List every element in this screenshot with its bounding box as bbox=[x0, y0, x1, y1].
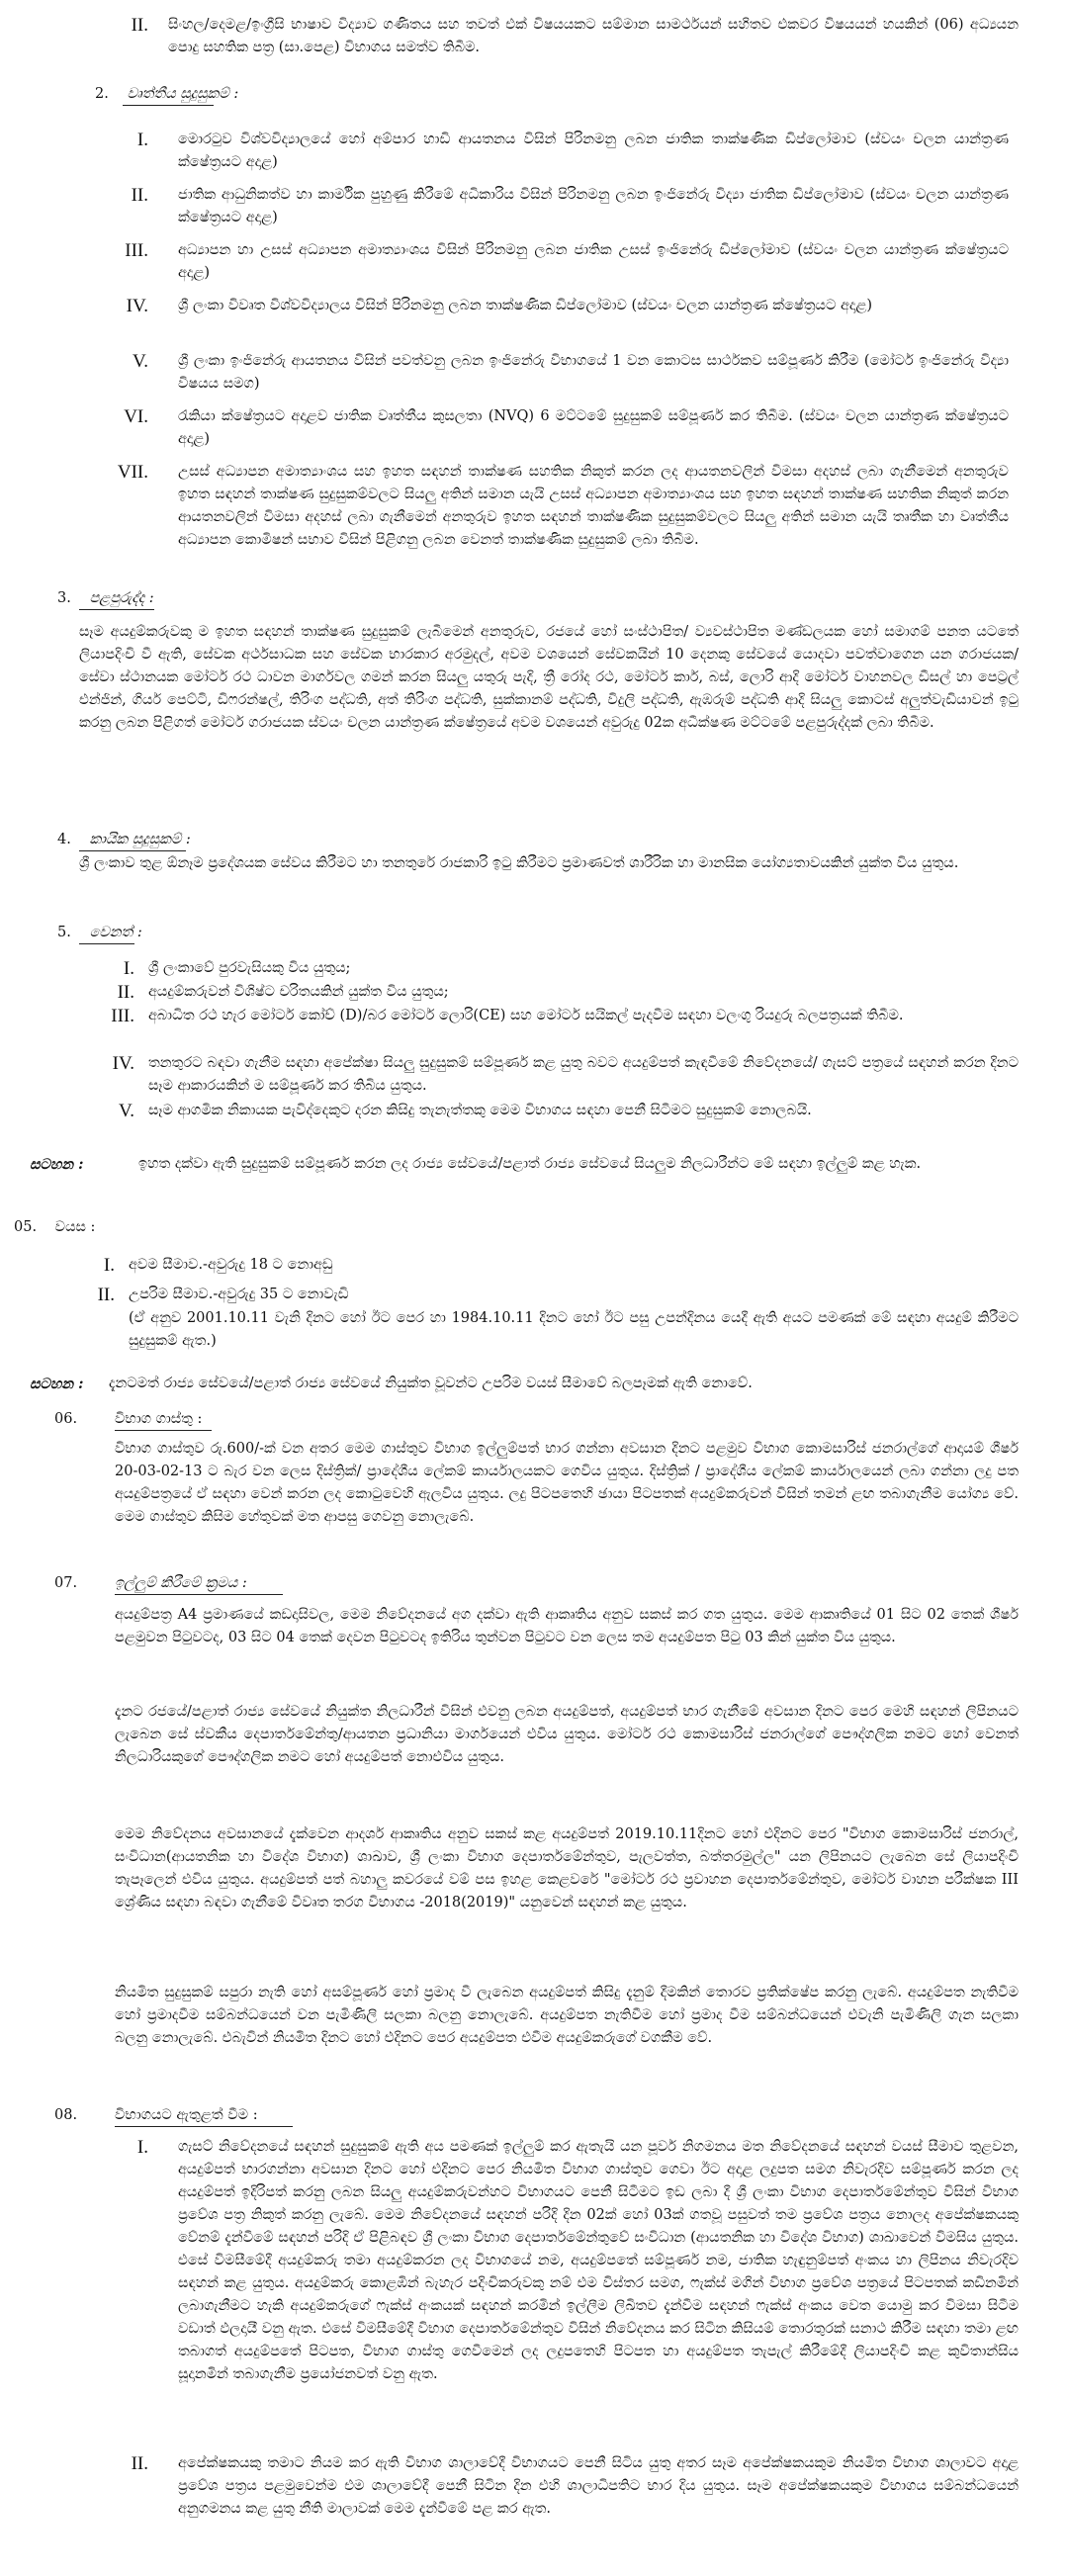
section2-item bbox=[109, 239, 1019, 285]
section5-item bbox=[79, 1052, 1019, 1098]
section-title: වෙනත් : bbox=[89, 925, 142, 940]
item-numeral: I. bbox=[103, 1255, 115, 1276]
section-number: 05. bbox=[14, 1219, 38, 1235]
section-title-underline bbox=[115, 1430, 212, 1431]
section-number: 3. bbox=[57, 590, 71, 606]
item-numeral: I. bbox=[136, 130, 148, 150]
item-numeral: I. bbox=[136, 2137, 148, 2158]
section-number: 06. bbox=[54, 1411, 78, 1427]
item-numeral: II. bbox=[131, 15, 148, 36]
section-2-header bbox=[95, 83, 238, 106]
section08-item bbox=[109, 2452, 1019, 2521]
item-numeral: II. bbox=[131, 185, 148, 206]
item-text: තනතුරට බඳවා ගැනීම සඳහා අපේක්ෂා සියලු සුදුසුකම් සම්පූර්ණ කළ යුතු බවට අයදුම්පත් කැඳවීමේ නිවේදනයේ/ ගැසට් පත්‍රයේ සඳහන් කරන දිනට සෑම ආකාරයකින් ම සම්පූර්ණ කර තිබිය යුතුය. bbox=[148, 1055, 1019, 1094]
item-text: උපරිම සීමාව.-අවුරුදු 35 ට නොවැඩි bbox=[129, 1287, 349, 1302]
section-title: විභාග ගාස්තු : bbox=[115, 1411, 203, 1427]
section-title: ඉල්ලුම් කිරීමේ ක්‍රමය : bbox=[115, 1575, 247, 1591]
section-title-underline bbox=[79, 609, 154, 610]
section5-item bbox=[79, 957, 1019, 980]
section-05-header bbox=[14, 1216, 95, 1239]
section-title-underline bbox=[115, 2126, 293, 2127]
section-title: වෘත්තීය සුදුසුකම් : bbox=[127, 86, 239, 102]
section-3-header bbox=[57, 587, 154, 610]
section05-item bbox=[79, 1284, 1019, 1306]
section2-item bbox=[109, 129, 1019, 174]
section-title: විභාගයට ඇතුළත් වීම : bbox=[115, 2107, 258, 2123]
item-text: සෑම ආගමික නිකායක පැවිද්දෙකුට දරන කිසිදු තැනැත්තකු මෙම විභාගය සඳහා පෙනී සිටීමට සුදුසුකම් නොලබයි. bbox=[148, 1103, 812, 1118]
item-numeral: VII. bbox=[117, 462, 148, 483]
section-title: පළපුරුද්ද : bbox=[89, 590, 154, 606]
section2-item bbox=[109, 295, 1019, 317]
section-title-underline bbox=[79, 850, 186, 851]
item-numeral: V. bbox=[132, 351, 148, 372]
note-label: සටහන : bbox=[30, 1156, 84, 1173]
section06-text: විභාග ගාස්තුව රු.600/-ක් වන අතර මෙම ගාස්තුව විභාග ඉල්ලුම්පත් භාර ගන්නා අවසාන දිනට පළමුව විභාග කොමසාරිස් ජනරාල්ගේ ආදායම් ශීර්ෂ 20-03-02-13 ට බැර වන ලෙස දිස්ත්‍රික්/ ප්‍රාදේශීය ලේකම් කාර්යාලයකට ගෙවිය යුතුය. දිස්ත්‍රික් / ප්‍රාදේශීය ලේකම් කාර්යාලයෙන් ලබා ගන්නා ලදු පත අයදුම්පත්‍රයේ ඒ සඳහා වෙන් කරන ලද කොටුවෙහි ඇලවිය යුතුය. ලදු පිටපතෙහි ඡායා පිටපතක් අයදුම්කරුවන් විසින් තමන් ළඟ තබාගැනීම යෝග්‍ය වේ. මෙම ගාස්තුව කිසිම හේතුවක් මත ආපසු ගෙවනු නොලැබේ. bbox=[115, 1441, 1019, 1525]
item-numeral: IV. bbox=[126, 296, 148, 316]
section08-item bbox=[109, 2136, 1019, 2386]
section3-text: සෑම අයදුම්කරුවකු ම ඉහත සඳහන් තාක්ෂණ සුදුසුකම් ලැබීමෙන් අනතුරුව, රජයේ හෝ සංස්ථාපිත/ ව්‍යවස්ථාපිත මණ්ඩලයක හෝ සමාගම් පනත යටතේ ලියාපදිංචි වී ඇති, සේවක අර්ථසාධක සහ සේවක භාරකාර අරමුදල්, අවම වශයෙන් සේවකයින් 10 දෙනකු සේවයේ යොදවා පවත්වාගෙන යන ගරාජයක/ සේවා ස්ථානයක මෝටර් රථ ධාවන මාර්ගවල ගමන් කරන සියලු යතුරු පැදි, ත්‍රී රෝද රථ, මෝටර් කාර්, බස්, ලොරි ආදි මෝටර් වාහනවල ඩීසල් හා පෙට්‍රල් එන්ජින්, ගියර් පෙට්ටි, ඩිෆරන්ෂල්, තිරිංග පද්ධති, අත් තිරිංග පද්ධති, සුක්කානම් පද්ධති, විදුලි පද්ධති, ඇඹරුම් පද්ධති ආදි සියලු කොටස් අලුත්වැඩියාවන් ඉටු කරනු ලබන පිළිගත් මෝටර් ගරාජයක ස්වයං චලන යාන්ත්‍රණ ක්ෂේත්‍රයේ අවම වශයෙන් අවුරුදු 02ක අධීක්ෂණ මට්ටමේ පළපුරුද්දක් ලබා තිබීම. bbox=[79, 624, 1019, 731]
section2-item bbox=[109, 405, 1019, 451]
item-text: ගැසට් නිවේදනයේ සඳහන් සුදුසුකම් ඇති අය පමණක් ඉල්ලුම් කර ඇතැයි යන පූර්ව නිගමනය මත නිවේදනයේ සඳහන් වයස් සීමාව තුළවන, අයදුම්පත් භාරගන්නා අවසාන දිනට හෝ එදිනට පෙර නියමිත විභාග ගාස්තුව ගෙවා ඊට අදාළ ලදුපත සමග නිවැරදිව සම්පූර්ණ කරන ලද අයදුම්පත් ඉදිරිපත් කරනු ලබන සියලු අයදුම්කරුවන්හට විභාගයට පෙනී සිටීමට ඉඩ ලබා දී ශ්‍රී ලංකා විභාග දෙපාර්තමේන්තුව විසින් විභාග ප්‍රවේශ පත්‍ර නිකුත් කරනු ලැබේ. මෙම නිවේදනයේ සඳහන් පරිදි දින 02ක් හෝ 03ක් ගතවූ පසුවත් තම ප්‍රවේශ පත්‍රය නොලද අපේක්ෂකයකු වේනම් දැන්වීමේ සඳහන් පරිදි ඒ පිළිබඳව ශ්‍රී ලංකා විභාග දෙපාර්තමේන්තුවේ සංවිධාන (ආයතනික හා විදේශ විභාග) ශාඛාවෙන් විමසිය යුතුය. එසේ විමසීමේදී අයදුම්කරු තමා අයදුම්කරන ලද විභාගයේ නම, අයදුම්පතේ සම්පූර්ණ නම, ජාතික හැඳුනුම්පත් අංකය හා ලිපිනය නිවැරදිව සඳහන් කළ යුතුය. අයදුම්කරු කොළඹින් බැහැර පදිංචිකරුවකු නම් එම විස්තර සමග, ෆැක්ස් මගින් විභාග ප්‍රවේශ පත්‍රයේ පිටපතක් කඩිනමින් ලබාගැනීමට හැකි අයදුම්කරුගේ ෆැක්ස් අංකයක් සඳහන් කරමින් ඉල්ලීම ලිඛිතව දැන්වීම සඳහන් ෆැක්ස් අංකය වෙත යොමු කර විමසා සිටීම වඩාත් ඵලදායී වනු ඇත. එසේ විමසීමේදී විභාග දෙපාර්තමේන්තුව විසින් නිවේදනය කර සිටින කිසියම් තොරතුරක් සනාථ කිරීම සඳහා තමා ළඟ තබාගත් අයදුම්පතේ පිටපත, විභාග ගාස්තු ගෙවීමෙන් ලද ලදුපතෙහි පිටපත හා අයදුම්පත තැපැල් කිරීමේදී ලියාපදිංචි කළ කුවිතාන්සිය සූදානමින් තබාගැනීම ප්‍රයෝජනවත් වනු ඇත. bbox=[178, 2139, 1019, 2382]
note-label: සටහන : bbox=[30, 1376, 84, 1392]
section-number: 5. bbox=[57, 925, 71, 940]
item-numeral: II. bbox=[131, 2453, 148, 2474]
item-text: අබාධිත රථ හැර මෝටර් කෝච් (D)/බර මෝටර් ලොරි(CE) සහ මෝටර් සයිකල් පැදවීම සඳහා වලංගු රියදුරු බලපත්‍රයක් තිබීම. bbox=[148, 1008, 904, 1023]
item-text: අධ්‍යාපන හා උසස් අධ්‍යාපන අමාත්‍යාංශය විසින් පිරිනමනු ලබන ජාතික උසස් ඉංජිනේරු ඩිප්ලෝමාව (ස්වයං චලන යාන්ත්‍රණ ක්ෂේත්‍රයට අදාළ) bbox=[178, 242, 1009, 281]
section-4-header bbox=[57, 829, 191, 851]
item-text: ශ්‍රී ලංකාවේ පුරවැසියකු විය යුතුය; bbox=[148, 960, 351, 976]
section-title: වයස : bbox=[54, 1219, 96, 1235]
section-5-header bbox=[57, 922, 142, 944]
section07-paragraph: මෙම නිවේදනය අවසානයේ දැක්වෙන ආදර්ශ ආකෘතිය අනුව සකස් කළ අයදුම්පත් 2019.10.11දිනට හෝ එදිනට පෙර "විභාග කොමසාරිස් ජනරාල්, සංවිධාන(ආයතනික හා විදේශ විභාග) ශාඛාව, ශ්‍රී ලංකා විභාග දෙපාර්තමේන්තුව, පැලවත්ත, බත්තරමුල්ල" යන ලිපිනයට ලැබෙන සේ ලියාපදිංචි තැපෑලෙන් එවිය යුතුය. අයදුම්පත් පත් බහාලු කවරයේ වම් පස ඉහළ කෙළවරේ "මෝටර් රථ ප්‍රවාහන දෙපාර්තමේන්තුව, මෝටර් වාහන පරීක්ෂක III ශ්‍රේණිය සඳහා බඳවා ගැනීමේ විවෘත තරග විභාගය -2018(2019)" යනුවෙන් සඳහන් කළ යුතුය. bbox=[115, 1826, 1019, 1910]
item-text: ශ්‍රී ලංකා ඉංජිනේරු ආයතනය විසින් පවත්වනු ලබන ඉංජිනේරු විභාගයේ 1 වන කොටස සාර්ථකව සම්පූර්ණ කිරීම (මෝටර් ඉංජිනේරු විද්‍යා විෂයය සමග) bbox=[178, 353, 1009, 392]
section-number: 08. bbox=[54, 2107, 78, 2123]
item-numeral: III. bbox=[125, 240, 148, 261]
section2-item bbox=[109, 184, 1019, 229]
section-number: 2. bbox=[95, 86, 109, 102]
section07-paragraph: නියමිත සුදුසුකම් සපුරා නැති හෝ අසම්පූර්ණ හෝ ප්‍රමාද වී ලැබෙන අයදුම්පත් කිසිදු දැනුම් දීමකින් තොරව ප්‍රතික්ෂේප කරනු ලැබේ. අයදුම්පත නැතිවීම හෝ ප්‍රමාදවීම සම්බන්ධයෙන් වන පැමිණිලි සලකා බලනු නොලැබේ. අයදුම්පත නැතිවීම හෝ ප්‍රමාද වීම සම්බන්ධයෙන් එවැනි පැමිණිලි ගැන සලකා බලනු නොලැබේ. එබැවින් නියමිත දිනට හෝ එදිනට පෙර අයදුම්පත එවීම අයදුම්කරුගේ වගකීම වේ. bbox=[115, 1985, 1019, 2046]
top-item bbox=[109, 14, 1019, 59]
section05-item bbox=[79, 1254, 1019, 1277]
section-title-underline bbox=[123, 105, 214, 106]
section5-item bbox=[79, 1005, 1019, 1027]
section-title: කායික සුදුසුකම් : bbox=[89, 832, 191, 847]
item-text: මොරටුව විශ්වවිද්‍යාලයේ හෝ අම්පාර හාඩි ආයතනය විසින් පිරිනමනු ලබන ජාතික තාක්ෂණික ඩිප්ලෝමාව (ස්වයං චලන යාන්ත්‍රණ ක්ෂේත්‍රයට අදාළ) bbox=[178, 132, 1009, 170]
item-numeral: I. bbox=[123, 958, 134, 979]
note-text: ඉහත දක්වා ඇති සුදුසුකම් සම්පූර්ණ කරන ලද රාජ්‍ය සේවයේ/පළාත් රාජ්‍ය සේවයේ සියලුම නිලධාරීන්ට මේ සඳහා ඉල්ලුම් කළ හැක. bbox=[138, 1156, 922, 1172]
section07-paragraph: දැනට රජයේ/පළාත් රාජ්‍ය සේවයේ නියුක්ත නිලධාරීන් විසින් එවනු ලබන අයදුම්පත්, අයදුම්පත් භාර ගැනීමේ අවසාන දිනට පෙර මෙහි සඳහන් ලිපිනයට ලැබෙන සේ ස්වකීය දෙපාර්තමේන්තු/ආයතන ප්‍රධානියා මාර්ගයෙන් එවිය යුතුය. මෝටර් රථ කොමසාරිස් ජනරාල්ගේ පෞද්ගලික නමට හෝ වෙනත් නිලධාරියකුගේ පෞද්ගලික නමට හෝ අයදුම්පත් නොඑවිය යුතුය. bbox=[115, 1704, 1019, 1765]
section4-text: ශ්‍රී ලංකාව තුළ ඕනෑම ප්‍රදේශයක සේවය කිරීමට හා තනතුරේ රාජකාරි ඉටු කිරීමට ප්‍රමාණවත් ශාරීරික හා මානසික යෝග්‍යතාවයකින් යුක්ත විය යුතුය. bbox=[79, 855, 959, 871]
item-numeral: III. bbox=[111, 1006, 134, 1026]
section-number: 07. bbox=[54, 1575, 78, 1591]
section-number: 4. bbox=[57, 832, 71, 847]
item-numeral: V. bbox=[118, 1101, 134, 1121]
section07-paragraph: අයදුම්පත්‍ර A4 ප්‍රමාණයේ කඩදාසිවල, මෙම නිවේදනයේ අග දක්වා ඇති ආකෘතිය අනුව සකස් කර ගත යුතුය. මෙම ආකෘතියේ 01 සිට 02 තෙක් ශීර්ෂ පළමුවන පිටුවටද, 03 සිට 04 තෙක් දෙවන පිටුවටද ඉතිරිය තුන්වන පිටුවට වන ලෙස තම අයදුම්පත පිටු 03 කින් යුක්ත විය යුතුය. bbox=[115, 1607, 1019, 1645]
item-text: ශ්‍රී ලංකා විවෘත විශ්වවිද්‍යාලය විසින් පිරිනමනු ලබන තාක්ෂණික ඩිප්ලෝමාව (ස්වයං චලන යාන්ත්‍රණ ක්ෂේත්‍රයට අදාළ) bbox=[178, 298, 873, 313]
note-text: දැනටමත් රාජ්‍ය සේවයේ/පළාත් රාජ්‍ය සේවයේ නියුක්ත වූවන්ට උපරිම වයස් සීමාවේ බලපෑමක් ඇති නොවේ. bbox=[109, 1376, 753, 1391]
section5-item bbox=[79, 981, 1019, 1004]
item-text: ජාතික ආධුනිකත්ව හා කාර්මික පුහුණු කිරීමේ අධිකාරිය විසින් පිරිනමනු ලබන ඉංජිනේරු විද්‍යා ජාතික ඩිප්ලෝමාව (ස්වයං චලන යාන්ත්‍රණ ක්ෂේත්‍රයට අදාළ) bbox=[178, 187, 1009, 225]
item-numeral: IV. bbox=[112, 1053, 134, 1074]
item-text: සිංහල/දෙමළ/ඉංග්‍රීසි භාෂාව විද්‍යාව ගණිතය සහ තවත් එක් විෂයයකට සම්මාන සාමර්ථයන් සහිතව එකවර විෂයයන් හයකින් (06) අධ්‍යයන පොදු සහතික පත්‍ර (සා.පෙළ) විභාගය සමත්ව තිබීම. bbox=[168, 17, 1019, 55]
item-numeral: II. bbox=[97, 1285, 115, 1305]
item-text: උසස් අධ්‍යාපන අමාත්‍යාංශය සහ ඉහත සඳහන් තාක්ෂණ සහතික නිකුත් කරන ලද ආයතනවලින් විමසා අදහස් ලබා ගැනීමෙන් අනතුරුව ඉහත සඳහන් තාක්ෂණ සුදුසුකම්වලට සියලු අතින් සමාන යැයි උසස් අධ්‍යාපන අමාත්‍යාංශය සහ ඉහත සඳහන් තාක්ෂණ සහතික නිකුත් කරන ආයතනවලින් විමසා අදහස් ලබා ගැනීමෙන් අනතුරුව ඉහත සඳහන් තාක්ෂණික සුදුසුකම්වලට සියලු අතින් සමාන යැයි තෘතීක හා වෘත්තීය අධ්‍යාපන කොමිෂන් සභාව විසින් පිළිගනු ලබන වෙනත් තාක්ෂණික සුදුසුකම් ලබා තිබීම. bbox=[178, 464, 1009, 548]
section2-item bbox=[109, 350, 1019, 396]
item-numeral: VI. bbox=[124, 406, 148, 427]
section-title-underline bbox=[115, 1594, 283, 1595]
item-text: අවම සීමාව.-අවුරුදු 18 ට නොඅඩු bbox=[129, 1257, 333, 1273]
section5-item bbox=[79, 1100, 1019, 1122]
item-text: රැකියා ක්ෂේත්‍රයට අදාළව ජාතික වෘත්තීය කුසලතා (NVQ) 6 මට්ටමේ සුදුසුකම් සම්පූර්ණ කර තිබීම. (ස්වයං චලන යාන්ත්‍රණ ක්ෂේත්‍රයට අදාළ) bbox=[178, 408, 1009, 447]
item-text: අපේක්ෂකයකු තමාට නියම කර ඇති විභාග ශාලාවේදී විභාගයට පෙනී සිටිය යුතු අතර සෑම අපේක්ෂකයකුම නියමිත විභාග ශාලාවට අදාළ ප්‍රවේශ පත්‍රය පළමුවෙන්ම එම ශාලාවේදී පෙනී සිටින දින එහි ශාලාධිපතිට භාර දිය යුතුය. සෑම අපේක්ෂකයකුම විභාගය සම්බන්ධයෙන් අනුගමනය කළ යුතු නීති මාලාවක් මෙම දැන්වීමේ පළ කර ඇත. bbox=[178, 2455, 1019, 2517]
section-title-underline bbox=[79, 943, 134, 944]
item-text: අයදුම්කරුවන් විශිෂ්ට චරිතයකින් යුක්ත විය යුතුය; bbox=[148, 984, 449, 1000]
section2-item bbox=[109, 461, 1019, 552]
item-numeral: II. bbox=[117, 982, 134, 1003]
age-sub-note: (ඒ අනුව 2001.10.11 වැනි දිනට හෝ ඊට පෙර හා 1984.10.11 දිනට හෝ ඊට පසු උපන්දිනය යෙදී ඇති අයට පමණක් මේ සඳහා අයදුම් කිරීමට සුදුසුකම් ඇත.) bbox=[129, 1310, 1019, 1349]
